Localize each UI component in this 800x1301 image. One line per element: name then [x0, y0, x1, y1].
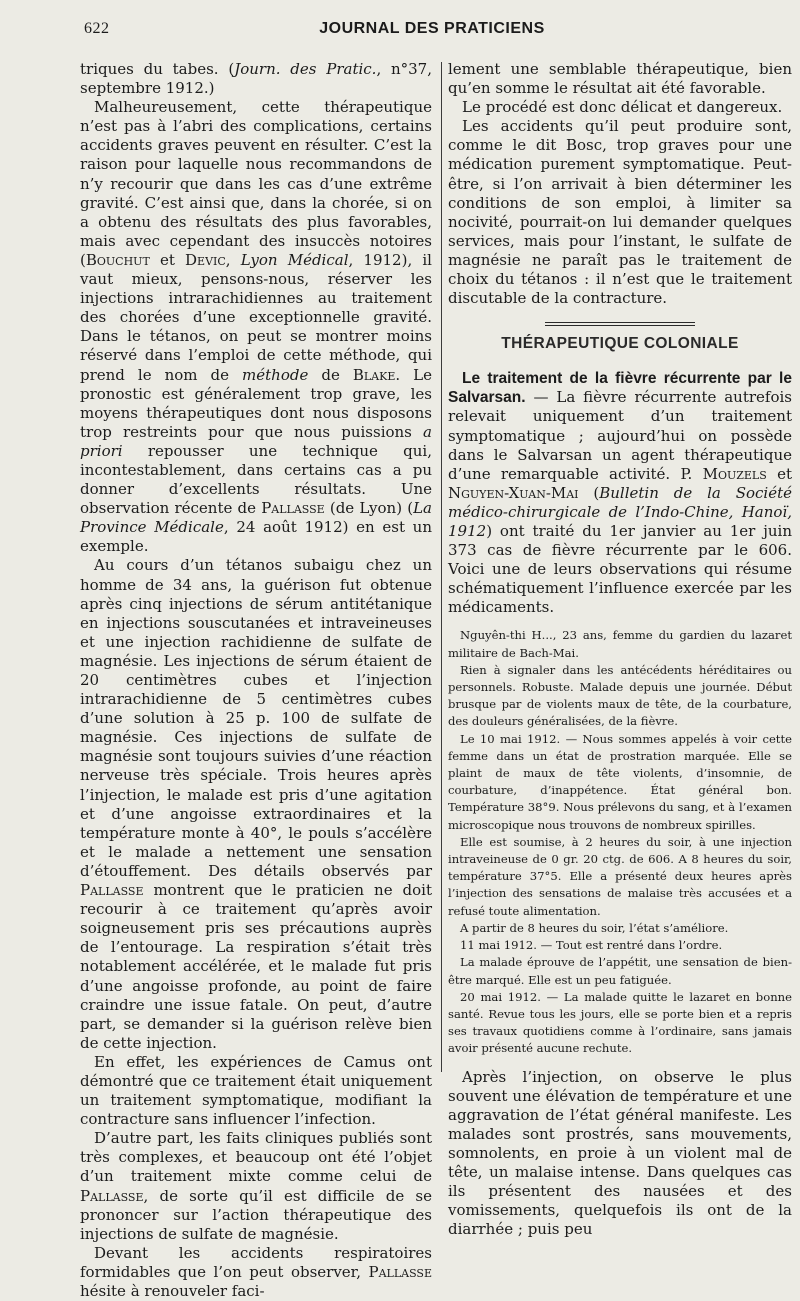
rule-line: [545, 325, 695, 326]
section-rule: [448, 322, 792, 326]
paragraph: Malheureusement, cette thérapeutique n’est pas à l’abri des complications, certains accidents graves peuvent en résulter. C’est la raison pour laquelle nous recommandons de n’y recourir que dans les cas d’une extrême gravité. C’est ainsi que, dans la chorée, si on a obtenu des résultats des plus favorables, mais avec cependant des insuccès notoires (Bouchut et Devic, Lyon Médical, 1912), il vaut mieux, pensons-nous, réserver les injections intrarachidiennes au traitement des chorées d’une exceptionnelle gravité. Dans le tétanos, on peut se montrer moins réservé dans l’emploi de cette méthode, qui prend le nom de méthode de Blake. Le pronostic est généralement trop grave, les moyens thérapeutiques dont nous disposons trop restreints pour que nous puissions a priori repousser une technique qui, incontestablement, dans certains cas a pu donner d’excellents résultats. Une observation récente de Pallasse (de Lyon) (La Province Médicale, 24 août 1912) en est un exemple.: [80, 98, 433, 556]
column-divider: [441, 62, 442, 1072]
paragraph: D’autre part, les faits cliniques publiés sont très complexes, et beaucoup ont été l’objet d’un traitement mixte comme celui de Pallasse, de sorte qu’il est difficile de se prononcer sur l’action thérapeutique des injections de sulfate de magnésie.: [80, 1129, 432, 1243]
paragraph: Après l’injection, on observe le plus souvent une élévation de température et une aggravation de l’état général manifeste. Les malades sont prostrés, sans mouvements, somnolents, en proie à un violent mal de tête, un malaise intense. Dans quelques cas ils présentent des nausées et des vomissements, quelquefois ils ont de la diarrhée ; puis peu: [448, 1067, 792, 1239]
article-lead: Le traitement de la fièvre récurrente par le Salvarsan. — La fièvre récurrente autrefois relevait uniquement d’un traitement symptomatique ; aujourd’hui on possède dans le Salvarsan un agent thérapeutique d’une remarquable activité. P. Mouzels et Nguyen-Xuan-Mai (Bulletin de la Société médico-chirurgicale de l’Indo-Chine, Hanoï, 1912) ont traité du 1er janvier au 1er juin 373 cas de fièvre récurrente par le 606. Voici une de leurs observations qui résume schématiquement l’influence exercée par les médicaments.: [448, 370, 792, 617]
paragraph: Au cours d’un tétanos subaigu chez un homme de 34 ans, la guérison fut obtenue après cinq injections de sérum antitétanique en injections souscutanées et intraveineuses et une injection rachidienne de sulfate de magnésie. Les injections de sérum étaient de 20 centimètres cubes et l’injection intrarachidienne de 5 centimètres cubes d’une solution à 25 p. 100 de sulfate de magnésie. Ces injections de sulfate de magnésie sont toujours suivies d’une réaction nerveuse très spéciale. Trois heures après l’injection, le malade est pris d’une agitation et d’une angoisse extraordinaires et la température monte à 40°, le pouls s’accélère et le malade a nettement une sensation d’étouffement. Des détails observés par Pallasse montrent que le praticien ne doit recourir à ce traitement qu’après avoir soigneusement pris ses précautions auprès de l’entourage. La respiration s’était très notablement accélérée, et le malade fut pris d’une angoisse profonde, au point de faire craindre une issue fatale. On peut, d’autre part, se demander si la guérison relève bien de cette injection.: [80, 556, 432, 1052]
paragraph: Les accidents qu’il peut produire sont, comme le dit Bosc, trop graves pour une médication purement symptomatique. Peut-être, si l’on arrivait à bien déterminer les conditions de son emploi, à limiter sa nocivité, pourrait-on lui demander quelques services, mais pour l’instant, le sulfate de magnésie ne paraît pas le traitement de choix du tétanos : il n’est que le traitement discutable de la contracture.: [448, 117, 792, 308]
section-title: THÉRAPEUTIQUE COLONIALE: [501, 335, 739, 353]
article-title: Le traitement de la fièvre récurrente par le Salvarsan.: [448, 370, 792, 407]
right-column: [448, 60, 792, 1239]
case-line: Rien à signaler dans les antécédents héréditaires ou personnels. Robuste. Malade depuis une journée. Début brusque par de violents maux de tête, de la courbature, des douleurs généralisées, de la fièvre.: [448, 662, 792, 729]
case-line: Nguyên-thi H..., 23 ans, femme du gardien du lazaret militaire de Bach-Mai.: [448, 628, 792, 660]
case-line: 11 mai 1912. — Tout est rentré dans l’ordre.: [460, 938, 723, 953]
case-line: Le 10 mai 1912. — Nous sommes appelés à voir cette femme dans un état de prostration marquée. Elle se plaint de maux de tête violents, d’insomnie, de courbature, d’inappétence. État général bon. Température 38°9. Nous prélevons du sang, et à l’examen microscopique nous trouvons de nombreux spirilles.: [448, 731, 792, 832]
case-line: A partir de 8 heures du soir, l’état s’améliore.: [460, 920, 729, 935]
paragraph: Devant les accidents respiratoires formidables que l’on peut observer, Pallasse hésite à renouveler faci-: [80, 1243, 432, 1300]
paragraph: Le procédé est donc délicat et dangereux.: [462, 98, 783, 117]
journal-title: JOURNAL DES PRATICIENS: [319, 20, 545, 37]
paragraph: lement une semblable thérapeutique, bien qu’en somme le résultat ait été favorable.: [448, 60, 792, 98]
case-line: 20 mai 1912. — La malade quitte le lazaret en bonne santé. Revue tous les jours, elle se porte bien et a repris ses travaux quotidiens comme à l’ordinaire, sans jamais avoir présenté aucune rechute.: [448, 989, 792, 1056]
rule-line: [545, 322, 695, 323]
case-report: [448, 627, 792, 1057]
paragraph: En effet, les expériences de Camus ont démontré que ce traitement était uniquement un traitement symptomatique, modifiant la contracture sans influencer l’infection.: [80, 1052, 432, 1129]
case-line: Elle est soumise, à 2 heures du soir, à une injection intraveineuse de 0 gr. 20 ctg. de 606. A 8 heures du soir, température 37°5. Elle a présenté deux heures après l’injection des sensations de malaise très accusées et a refusé toute alimentation.: [448, 834, 792, 918]
paragraph: triques du tabes. (Journ. des Pratic., n°37, septembre 1912.): [80, 60, 432, 98]
left-column: [80, 60, 432, 1301]
page-number: 622: [84, 20, 110, 37]
page-header: [84, 20, 780, 44]
case-line: La malade éprouve de l’appétit, une sensation de bien-être marqué. Elle est un peu fatiguée.: [448, 955, 792, 987]
